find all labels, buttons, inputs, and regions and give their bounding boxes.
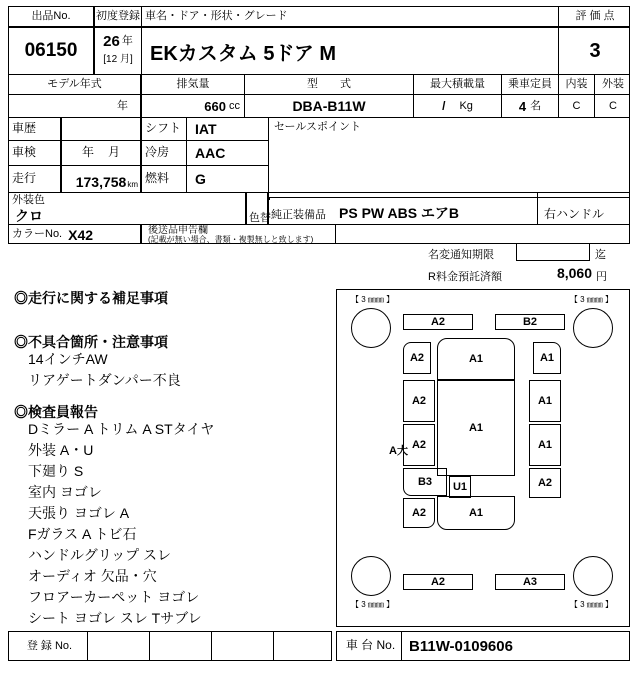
first-reg-year: 26 [103,32,120,50]
shipping-note: (記載が無い場合、書類・複製無しと致します) [148,235,314,244]
capacity-unit: 名 [530,99,542,112]
rating-value: 3 [589,39,601,62]
history-label: 車歴 [12,121,37,136]
note-line: Fガラス A トビ石 [28,526,137,542]
type-value-cell [244,94,414,118]
interior-label-cell [558,74,595,95]
chassis-label: 車 台 No. [345,638,396,653]
note-line: 下廻り S [28,463,84,479]
shaken-year: 年 [81,145,94,160]
note-line: 14インチAW [28,351,108,367]
rating-label-cell [558,6,630,27]
max-load-value: / [442,99,446,113]
max-load-unit: Kg [459,99,473,112]
note-line: 室内 ヨゴレ [28,484,102,500]
exterior-value: C [609,99,617,112]
lot-no-value: 06150 [24,40,78,61]
shipping-cell [141,224,336,244]
model-year-label-cell [8,74,141,95]
ac-label: 冷房 [145,145,170,160]
shaken-month: 月 [108,145,121,160]
corner-mark-tr: 【 3 ㎜㎜ 】 [569,295,613,304]
sales-point-cell [268,117,630,198]
model-year-value: 年 [117,99,128,112]
color-no-label: カラーNo. [12,228,63,241]
history-value-cell [61,117,141,141]
mileage-value-cell [61,165,141,193]
name-change-value [517,244,589,260]
exterior-label: 外装 [602,78,624,91]
note-line: リアゲートダンパー不良 [28,372,181,388]
interior-value-cell [558,94,595,118]
notes-section3-title: ◎検査員報告 [14,404,98,420]
note-line: ハンドルグリップ スレ [28,547,172,563]
note-line: シート ヨゴレ スレ Tサブレ [28,610,202,626]
shipping-label: 後送品申告欄 [148,225,208,236]
panel-right-rear-quarter: A2 [529,468,561,498]
registration-row [8,631,332,661]
panel-bottom-right-strip: A3 [495,574,565,590]
name-change-value-box [516,243,590,261]
wheel-front-right [573,308,613,348]
ac-label-cell [141,140,187,166]
sales-point-value [269,133,630,137]
max-load-value-cell [413,94,502,118]
rating-label: 評 価 点 [575,10,615,23]
repaint-label: 色替 [249,212,271,224]
panel-left-front-fender: A2 [403,342,431,374]
lot-no-label: 出品No. [31,10,71,23]
panel-trunk-upper: U1 [449,476,471,498]
equipment-value: PS PW ABS エアB [339,205,460,221]
vehicle-info-table [8,6,630,244]
model-name-cell [141,27,559,75]
displacement-value-cell [141,94,245,118]
panel-right-front-fender: A1 [533,342,561,374]
max-load-label: 最大積載量 [430,78,485,91]
lot-no-cell [8,27,94,75]
first-reg-year-unit: 年 [121,34,133,47]
panel-right-rear-door: A1 [529,424,561,466]
inspector-notes [14,289,334,629]
ext-color-label: 外装色 [12,194,45,206]
equipment-label: 純正装備品 [271,209,326,221]
first-reg-label-cell [94,6,142,27]
ac-value-cell [186,140,269,166]
panel-left-front-door: A2 [403,380,435,422]
rating-value-cell [558,27,630,75]
shaken-label: 車検 [12,145,37,160]
max-load-label-cell [413,74,502,95]
note-line: 外装 A・U [28,442,94,458]
color-no-cell [8,224,141,244]
displacement-value: 660 [204,98,226,114]
type-label: 型 式 [307,78,351,91]
interior-label: 内装 [565,78,588,91]
sales-point-label: セールスポイント [274,121,362,133]
handle-label: 右ハンドル [544,207,605,221]
color-no-value: X42 [68,226,94,243]
panel-right-front-door: A1 [529,380,561,422]
model-year-label: モデル年式 [47,78,102,91]
exterior-label-cell [594,74,630,95]
model-label: 車名・ドア・形状・グレード [145,10,288,23]
ac-value: AAC [195,145,226,161]
fuel-label: 燃料 [145,171,170,186]
notes-section1-title: ◎走行に関する補足事項 [14,290,168,306]
shift-label: シフト [145,121,182,136]
recycle-label: R料金預託済額 [428,271,502,283]
note-line: 天張り ヨゴレ A [28,505,130,521]
mileage-value: 173,758 [75,174,127,190]
panel-trunk: A1 [437,496,515,530]
mileage-label-cell [8,165,61,193]
fuel-value-cell [186,165,269,193]
panel-roof: A1 [437,380,515,476]
note-line: オーディオ 欠品・穴 [28,568,157,584]
wheel-front-left [351,308,391,348]
panel-rear-bumper: B3 [403,468,447,496]
registration-label: 登 録 No. [26,639,73,652]
name-change-label: 名変通知期限 [428,249,494,261]
chassis-value: B11W-0109606 [409,637,513,655]
equipment-divider [537,192,538,225]
registration-value [91,632,331,660]
type-label-cell [244,74,414,95]
note-line: フロアーカーペット ヨゴレ [28,589,200,605]
corner-mark-bl: 【 3 ㎜㎜ 】 [351,600,395,609]
shaken-label-cell [8,140,61,166]
notice-block [428,246,630,284]
recycle-value: 8,060 [556,265,592,281]
displacement-unit: cc [229,99,240,112]
first-reg-cell [94,27,142,75]
auction-sheet [8,6,630,672]
shift-label-cell [141,117,187,141]
chassis-row [336,631,630,661]
interior-value: C [572,99,581,112]
fuel-label-cell [141,165,187,193]
lot-no-label-cell [8,6,94,27]
shift-value-cell [186,117,269,141]
wheel-rear-left [351,556,391,596]
capacity-value-cell [501,94,559,118]
model-year-value-cell [8,94,141,118]
corner-mark-br: 【 3 ㎜㎜ 】 [569,600,613,609]
panel-bottom-left-strip: A2 [403,574,473,590]
displacement-label: 排気量 [176,78,210,91]
first-reg-month: [12 月] [103,54,133,65]
note-line: Dミラー A トリム A STタイヤ [28,421,215,437]
recycle-unit: 円 [596,271,607,283]
fuel-value: G [195,171,206,187]
capacity-label: 乗車定員 [508,78,552,91]
ext-color-value: クロ [15,208,43,225]
displacement-label-cell [141,74,245,95]
shaken-value-cell [61,140,141,166]
panel-left-rear-door: A2 [403,424,435,466]
name-change-suffix: 迄 [595,249,606,261]
history-label-cell [8,117,61,141]
notes-section2-title: ◎不具合箇所・注意事項 [14,334,168,350]
panel-hood: A1 [437,338,515,380]
panel-left-rear-quarter: A2 [403,498,435,528]
mileage-unit: km [127,180,138,189]
notes-section3-lines [14,419,334,629]
panel-top-right-strip: B2 [495,314,565,330]
panel-top-left-strip: A2 [403,314,473,330]
notes-section2-lines [14,349,334,391]
ext-color-cell [8,192,246,225]
first-reg-label: 初度登録 [96,10,140,23]
exterior-value-cell [594,94,630,118]
shift-value: IAT [195,121,217,137]
type-value: DBA-B11W [292,98,366,114]
shipping-blank [335,224,630,244]
capacity-value: 4 [518,98,527,114]
panel-left-side-mark: A大 [389,445,408,457]
corner-mark-tl: 【 3 ㎜㎜ 】 [351,295,395,304]
mileage-label: 走行 [12,171,37,186]
damage-diagram [336,289,630,627]
model-label-cell [141,6,559,27]
model-name-value: EKカスタム 5ドア M [150,42,337,65]
wheel-rear-right [573,556,613,596]
capacity-label-cell [501,74,559,95]
